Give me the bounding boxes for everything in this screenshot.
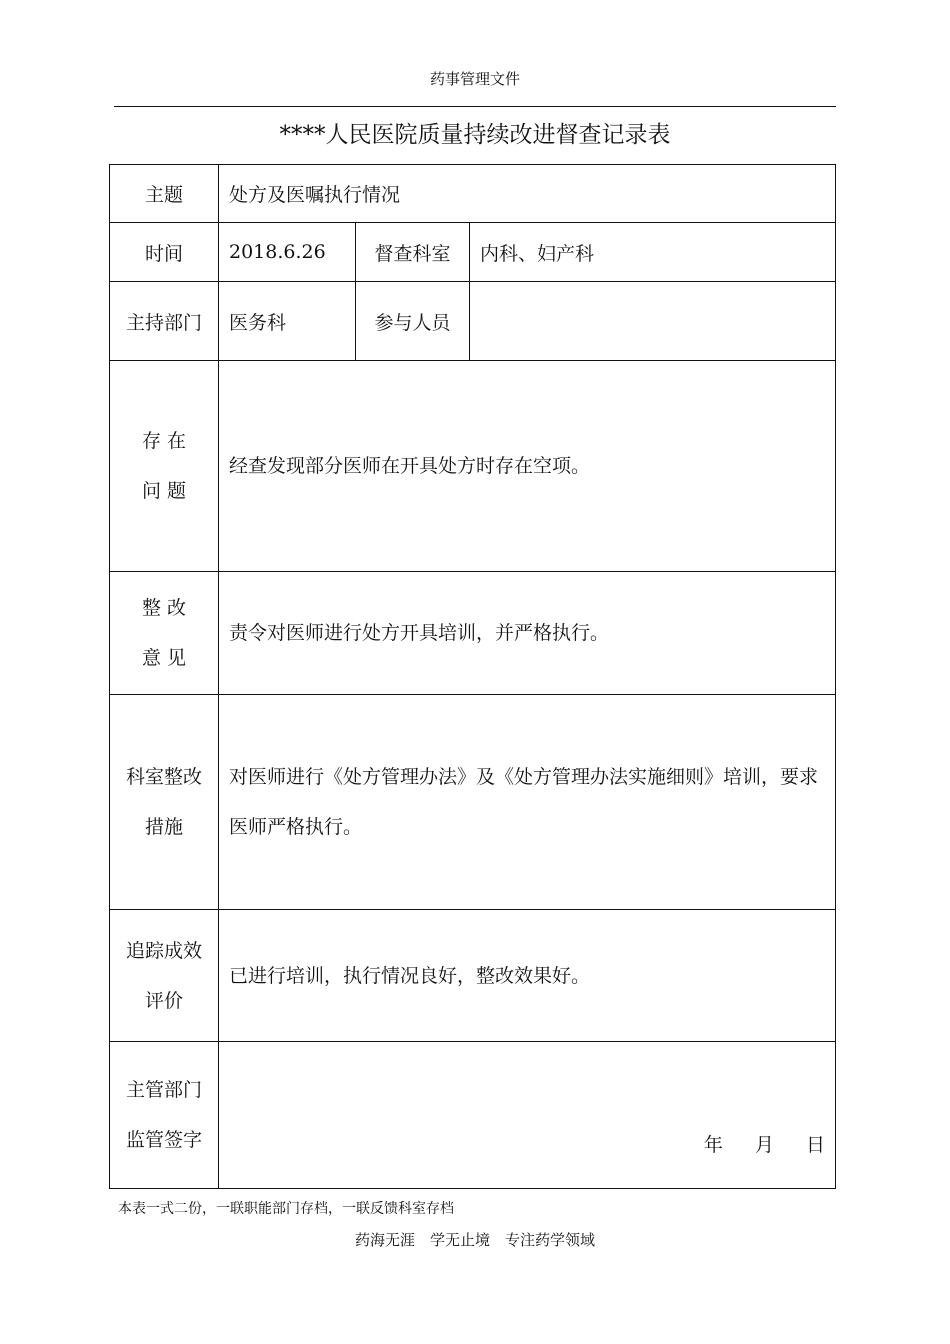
problem-label-line2: 问 题 (141, 480, 187, 502)
inspect-dept-value: 内科、妇产科 (470, 223, 836, 282)
header-divider (114, 106, 836, 107)
supervise-label (110, 1042, 219, 1189)
participants-label: 参与人员 (356, 282, 470, 361)
supervise-label-line2: 监管签字 (125, 1129, 202, 1151)
measures-label-line2: 措施 (144, 816, 183, 838)
topic-value: 处方及医嘱执行情况 (219, 165, 836, 223)
topic-label: 主题 (110, 165, 219, 223)
problem-label-line1: 存 在 (141, 430, 187, 452)
row-measures (110, 695, 836, 910)
rectify-value: 责令对医师进行处方开具培训，并严格执行。 (219, 572, 836, 695)
row-topic (110, 165, 836, 223)
inspect-dept-label: 督查科室 (356, 223, 470, 282)
measures-label (110, 695, 219, 910)
time-label: 时间 (110, 223, 219, 282)
host-dept-value: 医务科 (219, 282, 356, 361)
date-month: 月 (754, 1134, 774, 1156)
row-problem (110, 361, 836, 572)
rectify-label-line2: 意 见 (141, 647, 187, 669)
tracking-label (110, 910, 219, 1042)
tracking-value: 已进行培训，执行情况良好，整改效果好。 (219, 910, 836, 1042)
rectify-label (110, 572, 219, 695)
page-footer: 药海无涯 学无止境 专注药学领域 (354, 1231, 595, 1249)
supervise-signature-cell (219, 1042, 836, 1189)
document-title: ****人民医院质量持续改进督查记录表 (279, 122, 671, 148)
rectify-label-line1: 整 改 (141, 597, 187, 619)
problem-label (110, 361, 219, 572)
page-header: 药事管理文件 (429, 70, 520, 88)
supervise-label-line1: 主管部门 (125, 1079, 202, 1101)
problem-value: 经查发现部分医师在开具处方时存在空项。 (219, 361, 836, 572)
host-dept-label: 主持部门 (110, 282, 219, 361)
time-value: 2018.6.26 (219, 223, 356, 282)
row-supervise (110, 1042, 836, 1189)
measures-value: 对医师进行《处方管理办法》及《处方管理办法实施细则》培训，要求医师严格执行。 (219, 695, 836, 910)
table-footnote: 本表一式二份，一联职能部门存档，一联反馈科室存档 (118, 1201, 454, 1217)
row-time (110, 223, 836, 282)
date-day: 日 (806, 1134, 826, 1156)
participants-value (470, 282, 836, 361)
tracking-label-line2: 评价 (144, 989, 183, 1012)
record-table (109, 164, 836, 1189)
signature-date (229, 1130, 825, 1157)
row-tracking (110, 910, 836, 1042)
measures-label-line1: 科室整改 (125, 766, 202, 788)
tracking-label-line1: 追踪成效 (125, 939, 202, 962)
row-rectify (110, 572, 836, 695)
row-host (110, 282, 836, 361)
date-year: 年 (703, 1134, 723, 1156)
